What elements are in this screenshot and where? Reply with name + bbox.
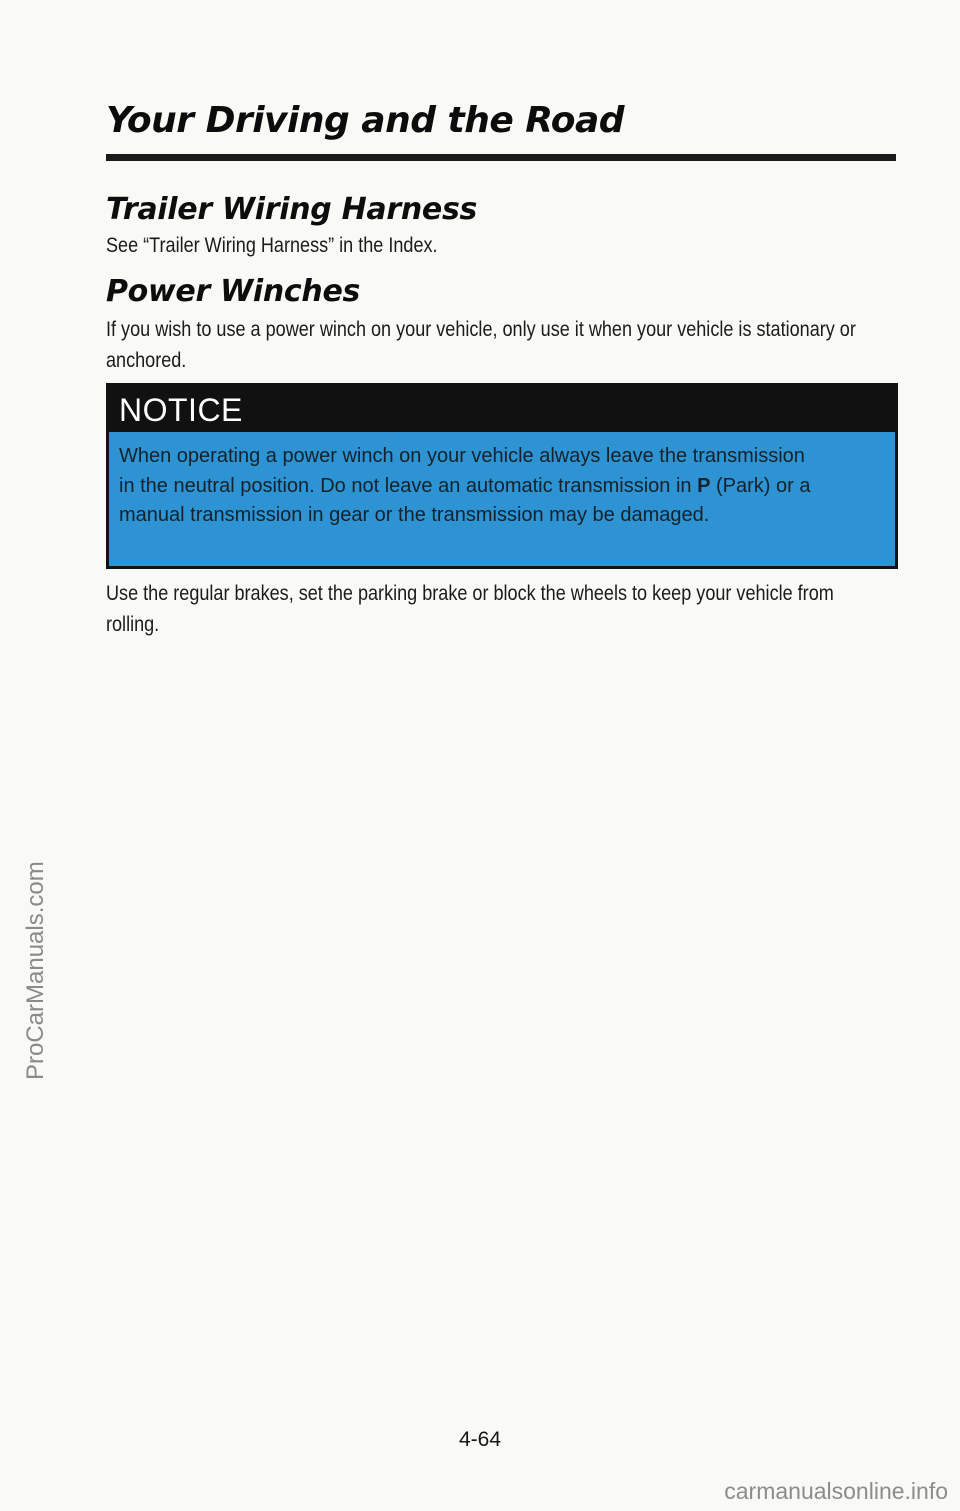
notice-box [106,383,898,569]
notice-text [109,432,819,531]
side-watermark: ProCarManuals.com [22,861,49,1080]
trailer-wiring-text: See “Trailer Wiring Harness” in the Index. [106,234,438,257]
notice-park-letter: P [697,474,711,497]
title-rule [106,154,896,161]
notice-text-part-1: When operating a power winch on your vehicle always leave the transmission in the neutral position. Do not leave an automatic transmission in [119,445,805,497]
notice-text-part-2: (Park) or a manual transmission in gear or the transmission may be damaged. [119,474,811,526]
power-winches-intro: If you wish to use a power winch on your vehicle, only use it when your vehicle is stationary or anchored. [106,318,856,372]
notice-label: NOTICE [109,386,895,432]
bottom-watermark: carmanualsonline.info [724,1478,948,1504]
power-winches-heading: Power Winches [106,274,361,309]
trailer-wiring-heading: Trailer Wiring Harness [106,192,478,227]
page-number: 4-64 [458,1428,502,1451]
page-title: Your Driving and the Road [106,100,625,141]
after-notice-text: Use the regular brakes, set the parking brake or block the wheels to keep your vehicle from rolling. [106,582,834,636]
